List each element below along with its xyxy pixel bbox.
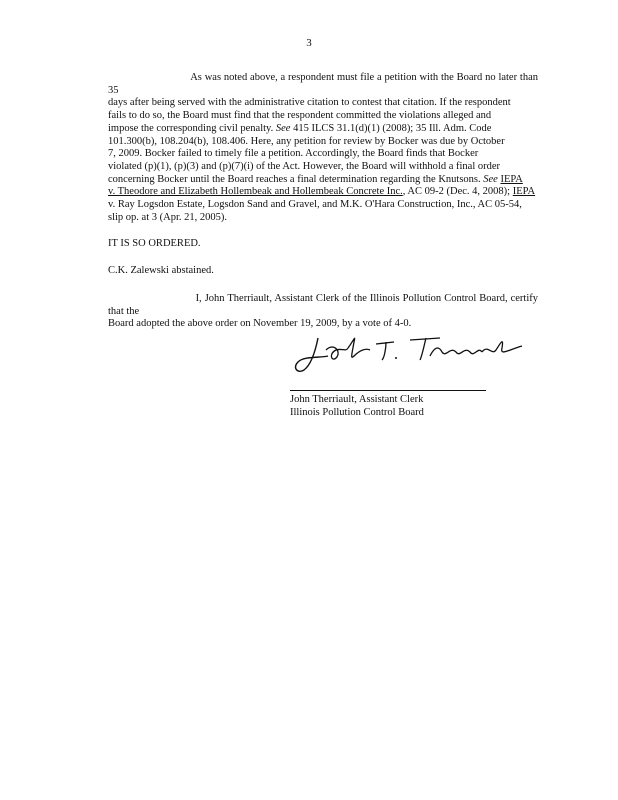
signatory-name: John Therriault, Assistant Clerk xyxy=(290,394,424,405)
so-ordered: IT IS SO ORDERED. xyxy=(108,238,201,249)
case-name: IEPA xyxy=(512,186,536,198)
case-name: v. Theodore and Elizabeth Hollembeak and Hollembeak Concrete Inc. xyxy=(108,186,403,198)
certification-line: Board adopted the above order on November 19, 2009, by a vote of 4-0. xyxy=(108,318,412,330)
citation-text: 415 ILCS 31.1(d)(1) (2008); 35 Ill. Adm. Code xyxy=(293,122,492,134)
signature-line xyxy=(290,390,486,391)
see-signal: See xyxy=(483,173,498,185)
paragraph-line: days after being served with the administrative citation to contest that citation. If the respondent xyxy=(108,97,511,109)
paragraph-line: fails to do so, the Board must find that the respondent committed the violations alleged and xyxy=(108,110,492,122)
main-paragraph xyxy=(108,72,538,224)
paragraph-line: 7, 2009. Bocker failed to timely file a petition. Accordingly, the Board finds that Bocker xyxy=(108,148,479,160)
paragraph-line: slip op. at 3 (Apr. 21, 2005). xyxy=(108,211,227,223)
page-number: 3 xyxy=(306,37,312,49)
paragraph-line: As was noted above, a respondent must file a petition with the Board no later than 35 xyxy=(108,72,539,96)
abstention-note: C.K. Zalewski abstained. xyxy=(108,265,214,276)
paragraph-line: 101.300(b), 108.204(b), 108.406. Here, any petition for review by Bocker was due by October xyxy=(108,135,505,147)
handwritten-signature xyxy=(290,330,530,382)
paragraph-line: violated (p)(1), (p)(3) and (p)(7)(i) of the Act. However, the Board will withhold a final order xyxy=(108,160,501,172)
paragraph-line: v. Ray Logsdon Estate, Logsdon Sand and Gravel, and M.K. O'Hara Construction, Inc. xyxy=(108,199,473,211)
paragraph-line: concerning Bocker until the Board reaches a final determination regarding the Knutsons. xyxy=(108,173,481,185)
citation-text: , AC 09-2 (Dec. 4, 2008); xyxy=(402,186,511,198)
signatory-organization: Illinois Pollution Control Board xyxy=(290,407,424,418)
citation-text: , AC 05-54, xyxy=(472,199,522,211)
certification-line: I, John Therriault, Assistant Clerk of the Illinois Pollution Control Board, certify that the xyxy=(108,293,539,317)
certification-paragraph xyxy=(108,293,538,331)
paragraph-line: impose the corresponding civil penalty. xyxy=(108,122,274,134)
case-name: IEPA xyxy=(500,173,523,185)
see-signal: See xyxy=(275,122,291,134)
